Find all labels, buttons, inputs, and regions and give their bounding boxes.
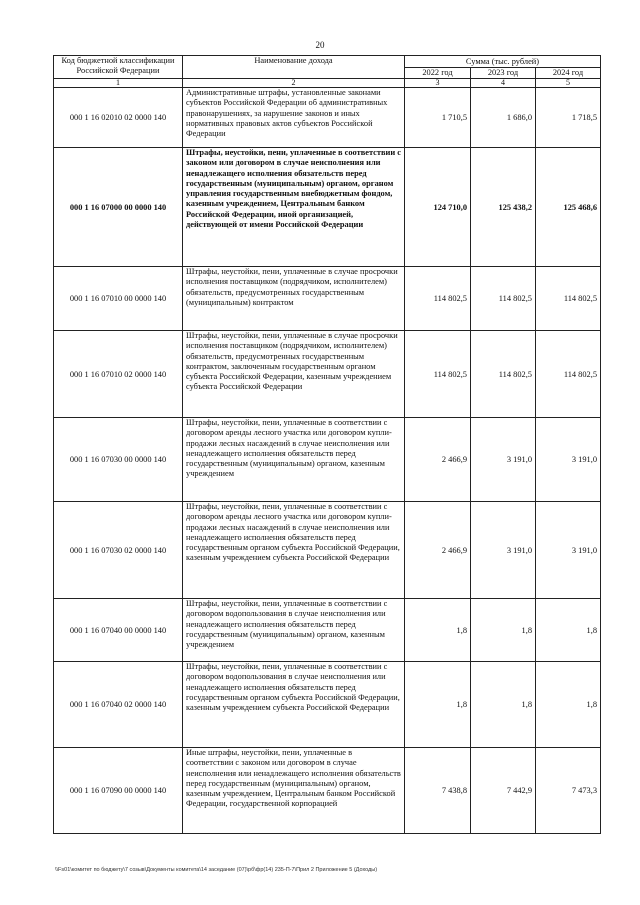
row-value-2023: 7 442,9 <box>471 748 536 834</box>
row-code: 000 1 16 07040 02 0000 140 <box>54 662 183 748</box>
row-name: Штрафы, неустойки, пени, уплаченные в соответствии с договором аренды лесного участка или договором купли-продажи лесных насаждений в случае неисполнения или ненадлежащего исполнения обязательств перед государственным (муниципальным) органом, казенным учреждением <box>183 418 405 502</box>
row-value-2023: 114 802,5 <box>471 331 536 418</box>
column-number: 4 <box>471 79 536 88</box>
page-number: 20 <box>315 40 325 50</box>
row-value-2022: 2 466,9 <box>405 502 471 599</box>
table-row <box>54 418 601 502</box>
row-value-2023: 3 191,0 <box>471 418 536 502</box>
row-value-2024: 1,8 <box>536 599 601 662</box>
row-value-2023: 1,8 <box>471 599 536 662</box>
row-code: 000 1 16 07000 00 0000 140 <box>54 148 183 267</box>
table-row <box>54 88 601 148</box>
column-number: 5 <box>536 79 601 88</box>
row-name: Штрафы, неустойки, пени, уплаченные в случае просрочки исполнения поставщиком (подрядчиком, исполнителем) обязательств, предусмотренных государственным (муниципальным) контрактом <box>183 267 405 331</box>
row-code: 000 1 16 07040 00 0000 140 <box>54 599 183 662</box>
row-name: Иные штрафы, неустойки, пени, уплаченные в соответствии с законом или договором в случае неисполнения или ненадлежащего исполнения обязательств перед государственным (муниципальным) органом, казенным учреждением, Центральным банком Российской Федерации, государственной корпорацией <box>183 748 405 834</box>
row-value-2024: 125 468,6 <box>536 148 601 267</box>
row-value-2023: 3 191,0 <box>471 502 536 599</box>
table-row <box>54 148 601 267</box>
row-name: Штрафы, неустойки, пени, уплаченные в соответствии с договором аренды лесного участка или договором купли-продажи лесных насаждений в случае неисполнения или ненадлежащего исполнения обязательств перед государственным органом субъекта Российской Федерации, казенным учреждением субъекта Российской Федерации <box>183 502 405 599</box>
header-name: Наименование дохода <box>183 56 405 79</box>
table-row <box>54 748 601 834</box>
row-code: 000 1 16 02010 02 0000 140 <box>54 88 183 148</box>
row-value-2022: 114 802,5 <box>405 331 471 418</box>
row-code: 000 1 16 07030 00 0000 140 <box>54 418 183 502</box>
table-row <box>54 502 601 599</box>
row-value-2022: 1,8 <box>405 662 471 748</box>
row-code: 000 1 16 07010 00 0000 140 <box>54 267 183 331</box>
column-number: 3 <box>405 79 471 88</box>
row-value-2022: 2 466,9 <box>405 418 471 502</box>
row-name: Штрафы, неустойки, пени, уплаченные в соответствии с законом или договором в случае неисполнения или ненадлежащего исполнения обязательств перед государственным (муниципальным) органом, органом управления государственным внебюджетным фондом, казенным учреждением, Центральным банком Российской Федерации, иной организацией, действующей от имени Российской Федерации <box>183 148 405 267</box>
row-value-2024: 3 191,0 <box>536 502 601 599</box>
row-value-2024: 7 473,3 <box>536 748 601 834</box>
row-code: 000 1 16 07010 02 0000 140 <box>54 331 183 418</box>
row-value-2022: 1 710,5 <box>405 88 471 148</box>
row-value-2023: 114 802,5 <box>471 267 536 331</box>
row-value-2023: 1 686,0 <box>471 88 536 148</box>
header-year-2023: 2023 год <box>471 68 536 79</box>
row-value-2024: 3 191,0 <box>536 418 601 502</box>
row-value-2023: 1,8 <box>471 662 536 748</box>
row-value-2022: 1,8 <box>405 599 471 662</box>
row-value-2024: 1 718,5 <box>536 88 601 148</box>
row-code: 000 1 16 07030 02 0000 140 <box>54 502 183 599</box>
row-value-2022: 7 438,8 <box>405 748 471 834</box>
row-value-2024: 114 802,5 <box>536 267 601 331</box>
table-row <box>54 662 601 748</box>
row-name: Штрафы, неустойки, пени, уплаченные в соответствии с договором водопользования в случае неисполнения или ненадлежащего исполнения обязательств перед государственным органом субъекта Российской Федерации, казенным учреждением субъекта Российской Федерации <box>183 662 405 748</box>
header-year-2022: 2022 год <box>405 68 471 79</box>
row-code: 000 1 16 07090 00 0000 140 <box>54 748 183 834</box>
row-name: Административные штрафы, установленные законами субъектов Российской Федерации об административных правонарушениях, за нарушение законов и иных нормативных правовых актов субъектов Российской Федерации <box>183 88 405 148</box>
row-name: Штрафы, неустойки, пени, уплаченные в случае просрочки исполнения поставщиком (подрядчиком, исполнителем) обязательств, предусмотренных государственным контрактом, заключенным государственным органом субъекта Российской Федерации, казенным учреждением субъекта Российской Федерации <box>183 331 405 418</box>
header-year-2024: 2024 год <box>536 68 601 79</box>
row-value-2024: 114 802,5 <box>536 331 601 418</box>
column-number: 2 <box>183 79 405 88</box>
table-row <box>54 599 601 662</box>
row-value-2024: 1,8 <box>536 662 601 748</box>
header-sum: Сумма (тыс. рублей) <box>405 56 601 68</box>
header-code: Код бюджетной классификации Российской Федерации <box>54 56 183 79</box>
row-value-2023: 125 438,2 <box>471 148 536 267</box>
table-row <box>54 331 601 418</box>
revenue-table <box>53 55 601 834</box>
footer-file-path: \\Fs01\комитет по бюджету\7 созыв\Документы комитета\14 заседание (07)\рб\фр(14) 235-П-7\Прил 2 Приложение 5 (Доходы) <box>55 867 378 873</box>
column-number: 1 <box>54 79 183 88</box>
row-value-2022: 114 802,5 <box>405 267 471 331</box>
row-value-2022: 124 710,0 <box>405 148 471 267</box>
row-name: Штрафы, неустойки, пени, уплаченные в соответствии с договором водопользования в случае неисполнения или ненадлежащего исполнения обязательств перед государственным (муниципальным) органом, казенным учреждением <box>183 599 405 662</box>
column-number-row <box>54 79 601 88</box>
table-row <box>54 267 601 331</box>
